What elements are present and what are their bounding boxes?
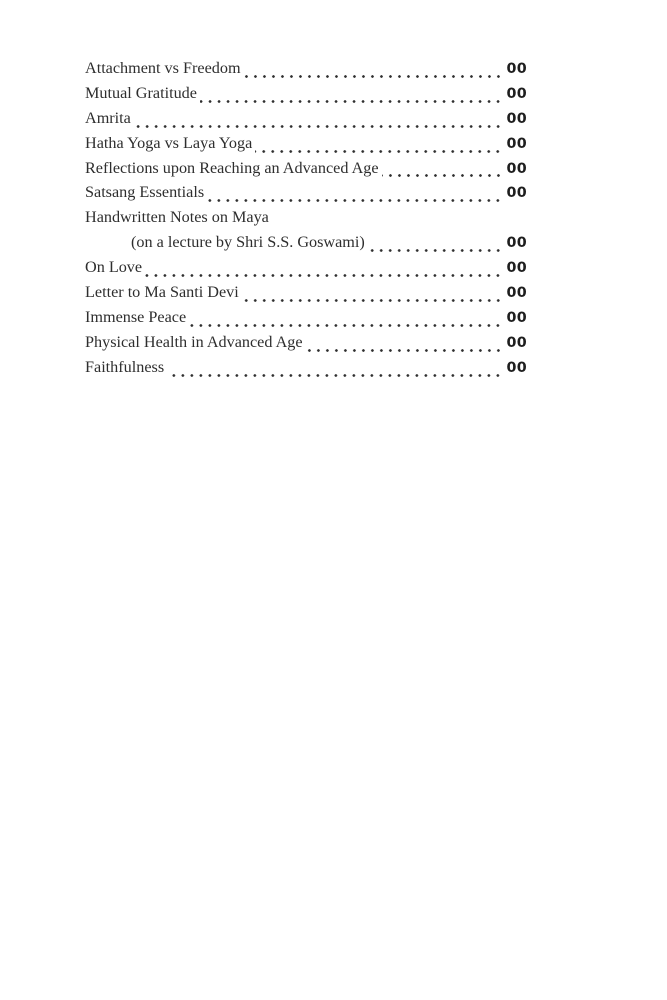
toc-entry-title: Attachment vs Freedom xyxy=(85,59,241,77)
toc-entry-title: Faithfulness xyxy=(85,357,165,376)
toc-entry xyxy=(85,159,527,184)
toc-entry xyxy=(85,59,527,84)
dot-leader xyxy=(382,174,503,177)
toc-entry xyxy=(85,358,527,383)
toc-entry-title: Physical Health in Advanced Age xyxy=(85,332,303,351)
dot-leader xyxy=(145,274,502,277)
toc-entry xyxy=(85,258,527,283)
toc-entry-page-number: 00 xyxy=(506,160,527,177)
toc-entry xyxy=(85,183,527,208)
dot-leader xyxy=(200,100,503,103)
toc-entry-title: On Love xyxy=(85,258,143,277)
dot-leader xyxy=(189,324,502,327)
toc-entry xyxy=(85,84,527,109)
dot-leader xyxy=(306,349,503,352)
toc-entry-title: Reflections upon Reaching an Advanced Age xyxy=(85,158,379,177)
toc-entry-page-number: 00 xyxy=(506,285,527,302)
toc-entry xyxy=(85,233,527,258)
toc-entry-page-number: 00 xyxy=(506,309,527,326)
dot-leader xyxy=(255,150,502,153)
dot-leader xyxy=(368,249,503,252)
dot-leader xyxy=(242,299,503,302)
toc-entry xyxy=(85,333,527,358)
dot-leader xyxy=(134,125,503,128)
toc-entry-page-number: 00 xyxy=(506,85,527,102)
toc-entry-title: (on a lecture by Shri S.S. Goswami) xyxy=(131,233,365,252)
dot-leader xyxy=(244,75,503,78)
toc-entry-title: Satsang Essentials xyxy=(85,183,205,202)
toc-entry xyxy=(85,283,527,308)
dot-leader xyxy=(167,374,502,377)
dot-leader xyxy=(207,199,502,202)
toc-entry-page-number: 00 xyxy=(506,185,527,202)
toc-entry xyxy=(85,208,527,233)
toc-entry-page-number: 00 xyxy=(506,235,527,252)
toc-entry-title: Letter to Ma Santi Devi xyxy=(85,283,239,302)
toc-entry-page-number: 00 xyxy=(506,334,527,351)
toc-entry-title: Hatha Yoga vs Laya Yoga xyxy=(85,133,253,152)
toc-entry-page-number: 00 xyxy=(506,61,527,77)
toc-entry-page-number: 00 xyxy=(506,260,527,277)
toc-entry xyxy=(85,134,527,159)
toc-entry-page-number: 00 xyxy=(506,359,527,376)
toc-entry-title: Mutual Gratitude xyxy=(85,83,197,102)
toc-entry-title: Handwritten Notes on Maya xyxy=(85,208,269,227)
toc-entry-page-number: 00 xyxy=(506,135,527,152)
toc-entry xyxy=(85,109,527,134)
toc-entry-title: Immense Peace xyxy=(85,307,187,326)
toc-entry-title: Amrita xyxy=(85,108,131,127)
toc-entry-page-number: 00 xyxy=(506,110,527,127)
table-of-contents xyxy=(85,59,527,383)
toc-entry xyxy=(85,308,527,333)
